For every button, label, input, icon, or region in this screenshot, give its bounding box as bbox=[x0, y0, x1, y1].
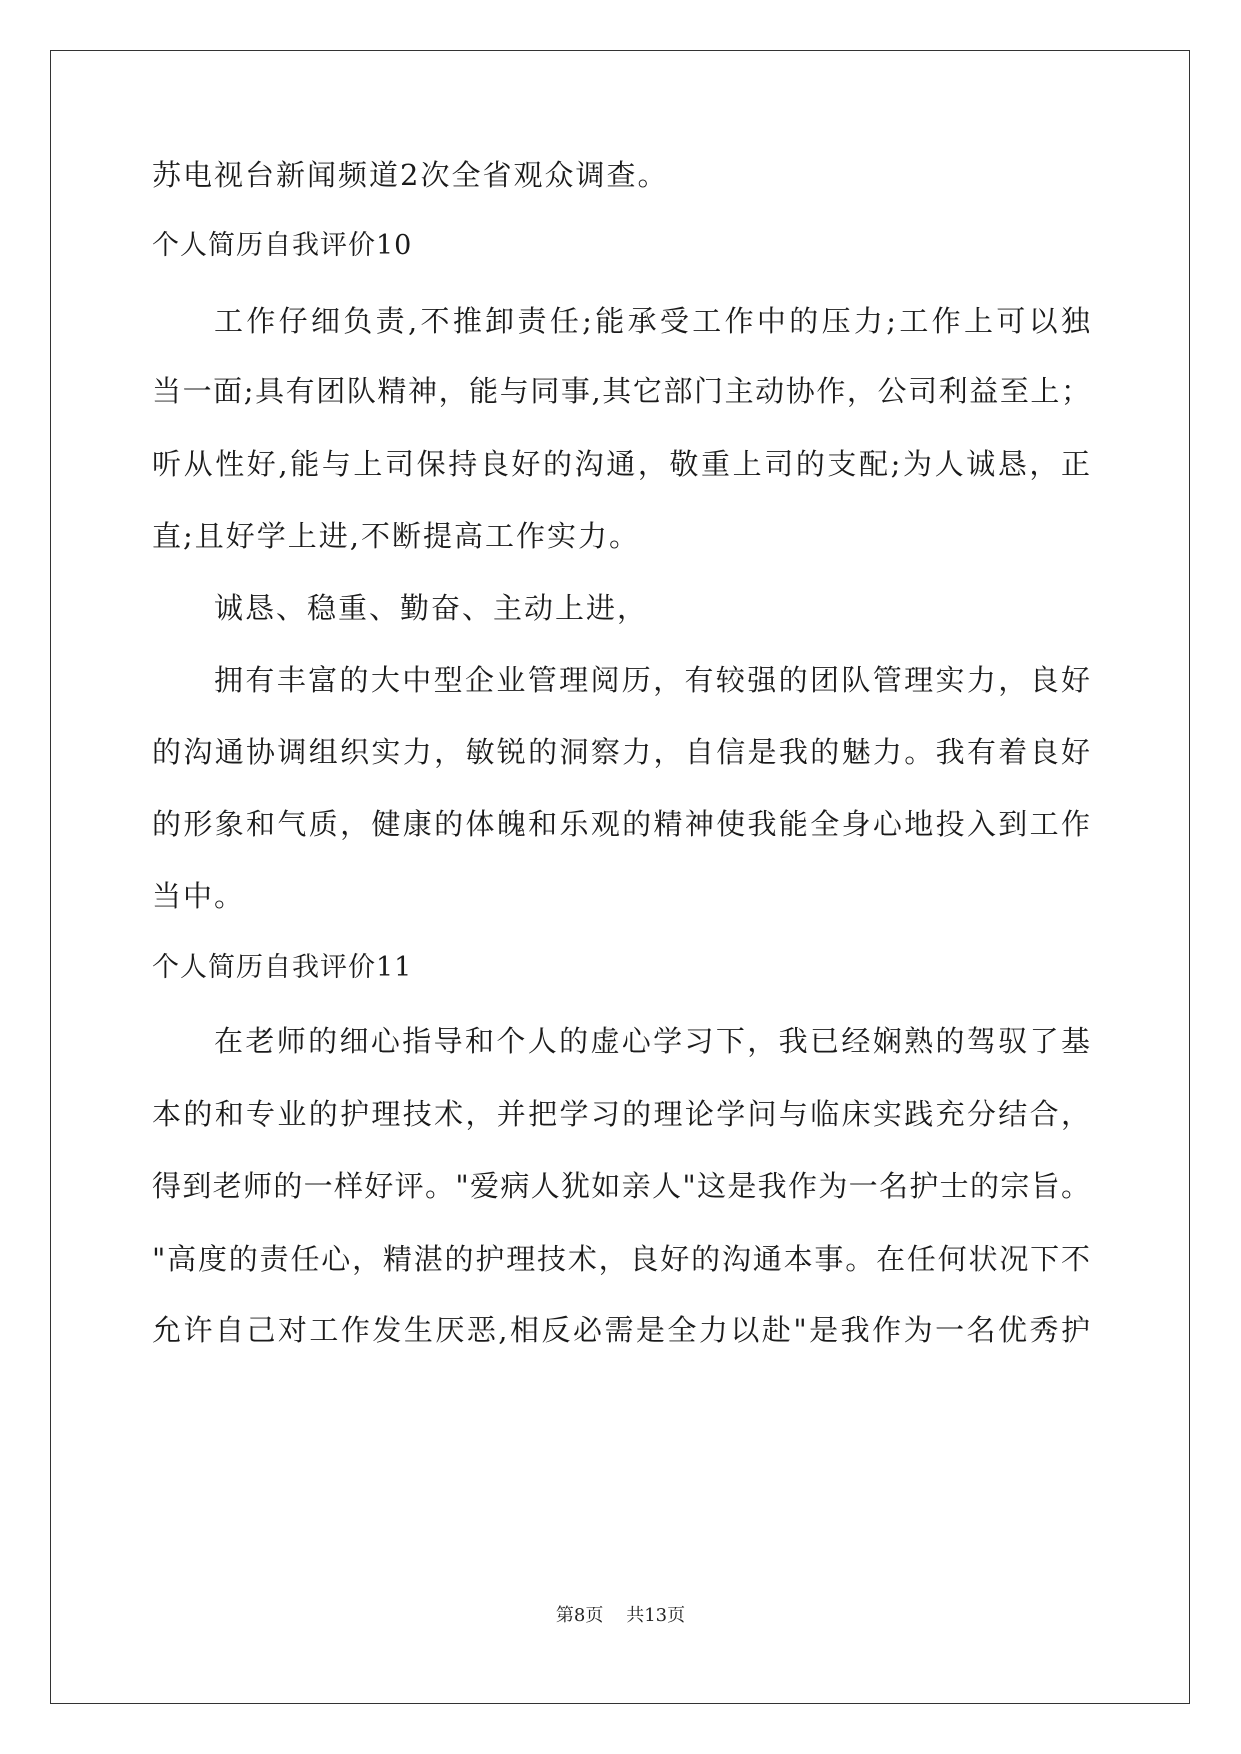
paragraph-line: 直;且好学上进,不断提高工作实力。 bbox=[152, 519, 640, 553]
paragraph-line: "高度的责任心，精湛的护理技术，良好的沟通本事。在任何状况下不 bbox=[152, 1242, 1090, 1276]
page-border bbox=[50, 50, 1190, 1704]
paragraph-line: 允许自己对工作发生厌恶,相反必需是全力以赴"是我作为一名优秀护 bbox=[152, 1313, 1090, 1347]
page-number: 第8页 bbox=[555, 1605, 604, 1626]
paragraph-line: 本的和专业的护理技术，并把学习的理论学问与临床实践充分结合， bbox=[152, 1097, 1090, 1131]
paragraph-line: 得到老师的一样好评。"爱病人犹如亲人"这是我作为一名护士的宗旨。 bbox=[152, 1169, 1090, 1203]
paragraph-line: 苏电视台新闻频道2次全省观众调查。 bbox=[152, 158, 669, 192]
page-footer bbox=[0, 1605, 1241, 1627]
paragraph-line: 工作仔细负责,不推卸责任;能承受工作中的压力;工作上可以独 bbox=[214, 304, 1090, 338]
section-heading-11: 个人简历自我评价11 bbox=[152, 952, 413, 983]
paragraph-line: 当中。 bbox=[152, 879, 246, 913]
paragraph-line: 的形象和气质，健康的体魄和乐观的精神使我能全身心地投入到工作 bbox=[152, 807, 1090, 841]
paragraph-line: 诚恳、稳重、勤奋、主动上进， bbox=[214, 591, 649, 625]
page-total: 共13页 bbox=[626, 1605, 686, 1626]
paragraph-line: 当一面;具有团队精神，能与同事,其它部门主动协作，公司利益至上； bbox=[152, 374, 1090, 408]
paragraph-line: 在老师的细心指导和个人的虚心学习下，我已经娴熟的驾驭了基 bbox=[214, 1024, 1090, 1058]
paragraph-line: 听从性好,能与上司保持良好的沟通，敬重上司的支配;为人诚恳，正 bbox=[152, 447, 1090, 481]
section-heading-10: 个人简历自我评价10 bbox=[152, 230, 413, 261]
paragraph-line: 的沟通协调组织实力，敏锐的洞察力，自信是我的魅力。我有着良好 bbox=[152, 735, 1090, 769]
paragraph-line: 拥有丰富的大中型企业管理阅历，有较强的团队管理实力，良好 bbox=[214, 663, 1090, 697]
